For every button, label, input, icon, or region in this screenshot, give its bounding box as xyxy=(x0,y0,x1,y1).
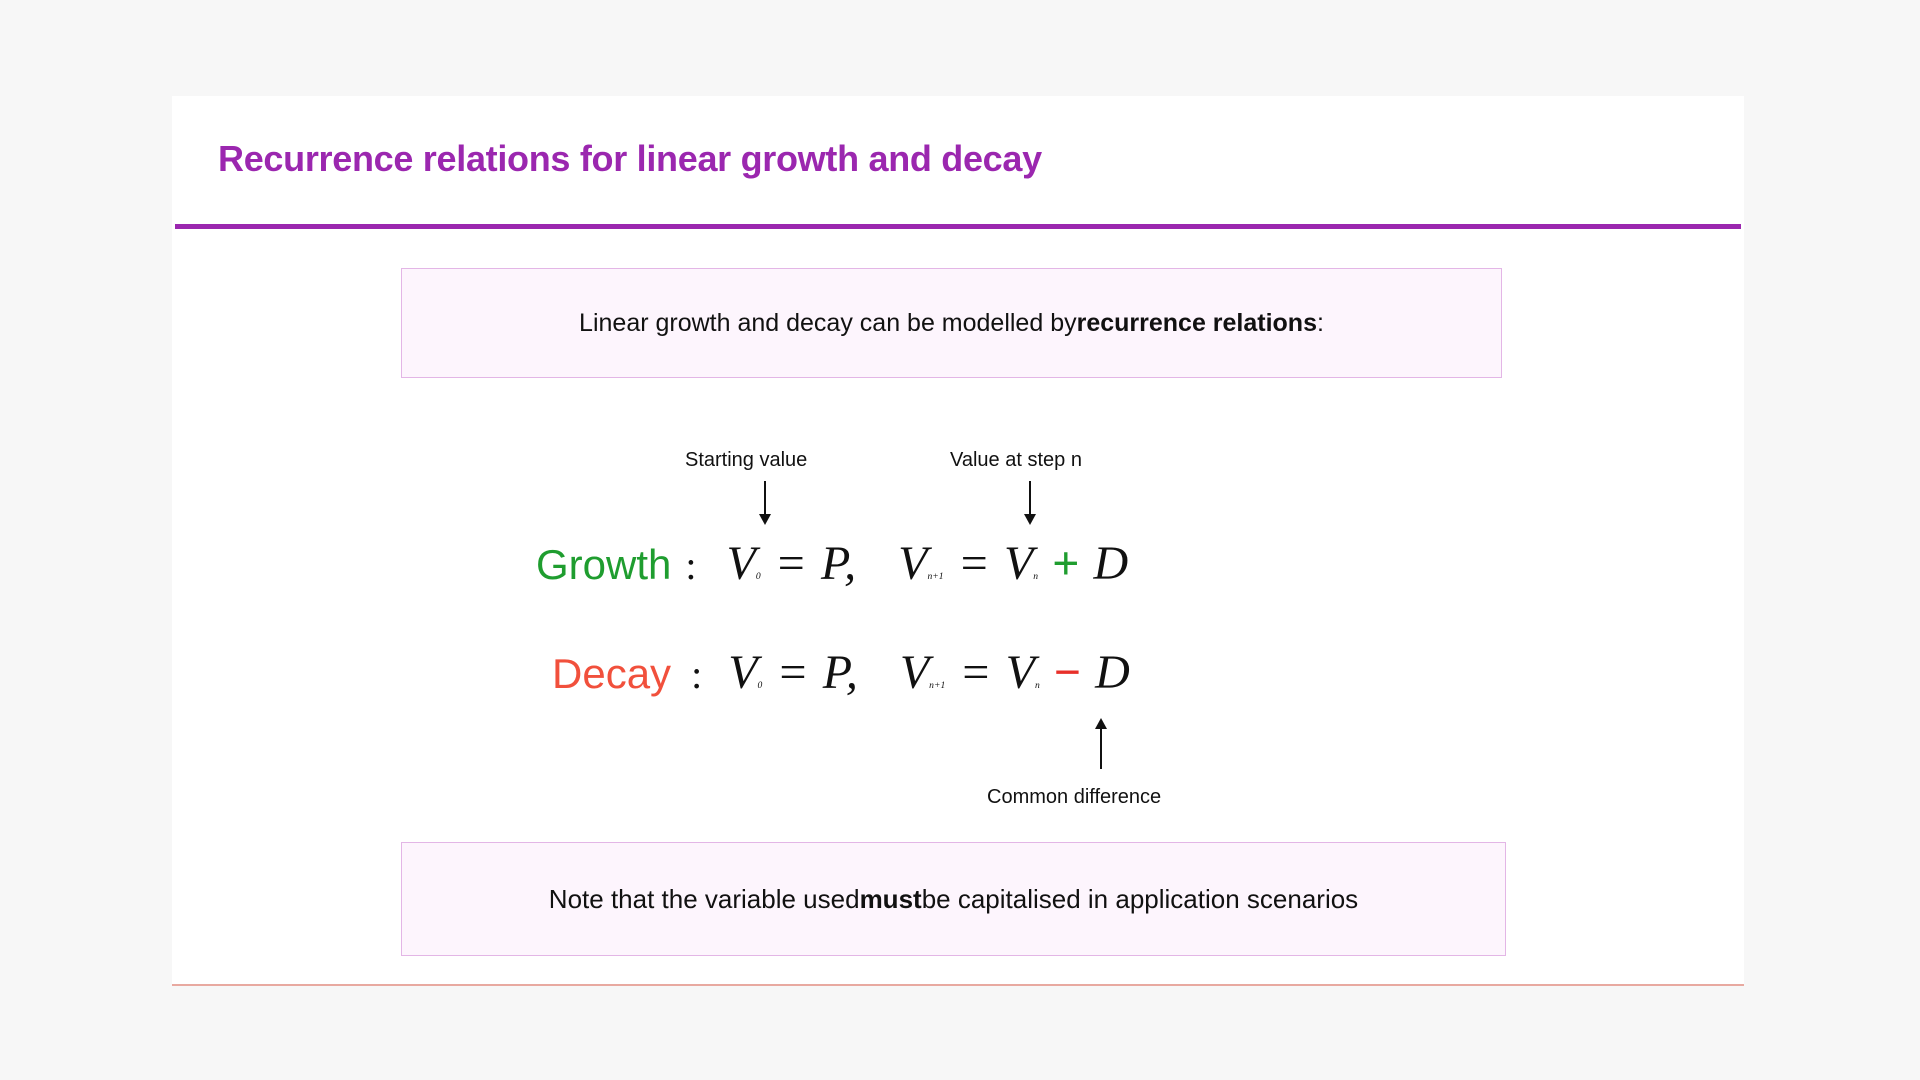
callout-recurrence-intro xyxy=(401,268,1502,378)
arrow-common-difference-line xyxy=(1100,729,1102,769)
title-divider xyxy=(175,224,1741,229)
callout-bottom-text-before: Note that the variable used xyxy=(548,883,860,914)
annotation-starting-value: Starting value xyxy=(685,449,808,471)
equation-growth-recurrence-left: V xyxy=(898,537,928,590)
equation-decay-recurrence-term: V xyxy=(1005,646,1035,699)
slide-bottom-rule xyxy=(172,984,1744,986)
equation-growth-recurrence-equals: = xyxy=(957,537,990,590)
arrow-starting-value-line xyxy=(764,481,766,517)
equation-decay-recurrence-left-sub: n+1 xyxy=(929,680,946,691)
equation-growth-recurrence-term: V xyxy=(1003,537,1034,590)
equation-decay-recurrence-left: V xyxy=(899,646,930,699)
callout-bottom-text-bold: must xyxy=(859,883,922,914)
equation-decay-initial-sub: 0 xyxy=(757,680,763,691)
callout-bottom-text-after: be capitalised in application scenarios xyxy=(921,883,1359,914)
arrow-common-difference-head-icon xyxy=(1095,718,1107,729)
equation-growth-recurrence-left-sub: n+1 xyxy=(927,571,944,582)
callout-top-text-bold: recurrence relations xyxy=(1076,308,1317,337)
equation-growth xyxy=(536,536,1128,591)
equation-decay-label: Decay xyxy=(552,650,672,697)
equation-growth-equals: = xyxy=(774,537,808,590)
callout-capitalisation-note xyxy=(401,842,1506,956)
callout-top-text-before: Linear growth and decay can be modelled by xyxy=(579,308,1077,337)
equation-growth-recurrence-term-sub: n xyxy=(1033,571,1039,582)
equation-decay-operator: − xyxy=(1053,646,1082,699)
equation-decay xyxy=(552,645,1130,700)
annotation-value-at-step-n: Value at step n xyxy=(950,449,1082,471)
equation-decay-recurrence-equals: = xyxy=(959,646,992,699)
annotation-common-difference: Common difference xyxy=(987,786,1162,808)
equation-growth-initial-sub: 0 xyxy=(755,571,761,582)
equation-decay-colon: : xyxy=(691,652,703,697)
equation-growth-label: Growth xyxy=(536,541,672,588)
slide-canvas xyxy=(172,96,1744,986)
equation-growth-initial-value: P, xyxy=(821,537,857,590)
equation-decay-equals: = xyxy=(776,646,809,699)
callout-top-text-after: : xyxy=(1317,308,1324,337)
arrow-value-at-step-n-line xyxy=(1029,481,1031,517)
equation-growth-operator: + xyxy=(1052,537,1080,590)
equation-growth-difference: D xyxy=(1093,537,1129,590)
equation-growth-colon: : xyxy=(685,543,697,588)
equation-decay-initial-value: P, xyxy=(822,646,858,699)
equation-decay-difference: D xyxy=(1095,646,1130,699)
equation-decay-initial-var: V xyxy=(728,646,758,699)
equation-decay-recurrence-term-sub: n xyxy=(1034,680,1040,691)
page-title: Recurrence relations for linear growth and decay xyxy=(218,138,1042,179)
equation-growth-initial-var: V xyxy=(726,537,756,590)
arrow-value-at-step-n-head-icon xyxy=(1024,514,1036,525)
arrow-starting-value-head-icon xyxy=(759,514,771,525)
